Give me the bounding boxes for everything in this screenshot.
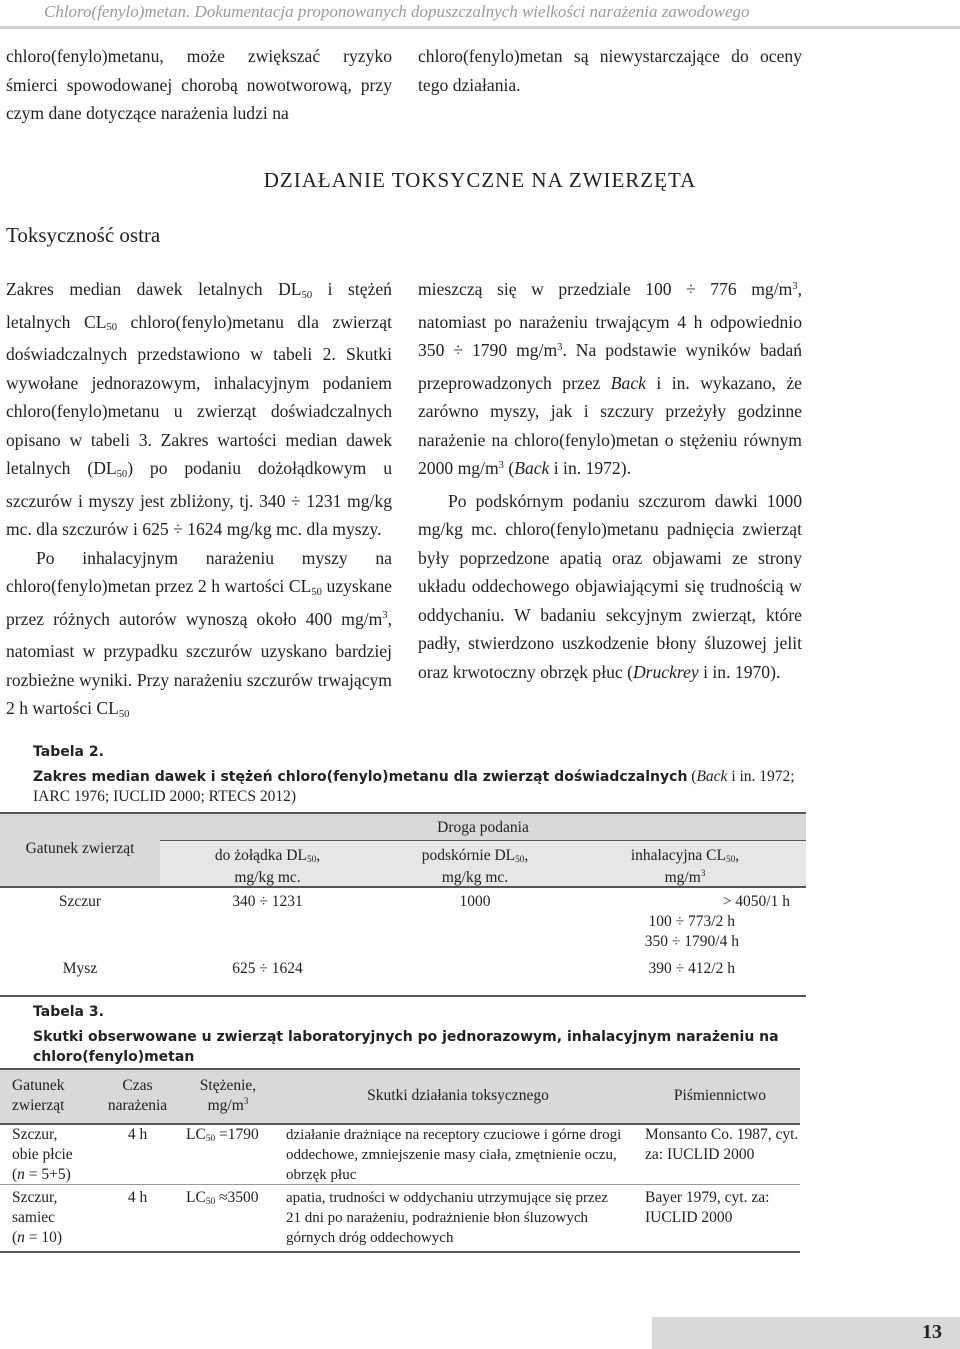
top-left-paragraph: chloro(fenylo)metanu, może zwiększać ryzyko śmierci spowodowanej chorobą nowotworową, przy czym dane dotyczące narażenia ludzi na — [6, 46, 392, 123]
body-right-column — [418, 275, 802, 686]
section-title: DZIAŁANIE TOKSYCZNE NA ZWIERZĘTA — [263, 168, 697, 192]
table2-header-species: Gatunek zwierząt — [25, 840, 135, 857]
table3-header-time: Czas narażenia — [107, 1077, 168, 1114]
table3-header-references: Piśmiennictwo — [673, 1087, 767, 1104]
table3-header-species: Gatunek zwierząt — [12, 1077, 65, 1114]
running-title: Chloro(fenylo)metan. Dokumentacja proponowanych dopuszczalnych wielkości narażenia zawodowego — [44, 2, 750, 21]
table2-header-route: Droga podania — [437, 819, 529, 836]
page-number: 13 — [922, 1321, 942, 1343]
table3-label: Tabela 3. — [33, 1004, 104, 1020]
paragraph: mieszczą się w przedziale 100 ÷ 776 $mg/m^3$, natomiast po narażeniu trwającym 4 h odpowiednio 350 ÷ 1790 $mg/m^3$. Na podstawie wyników badań przeprowadzonych przez Back i in. wykazano, że zarówno myszy, jak i szczury przeżyły godzinne narażenie na chloro(fenylo)metan o stężeniu równym 2000 $mg/m^3$ (Back i in. 1972). — [418, 279, 803, 478]
header-rule — [0, 26, 960, 29]
table3-caption: Skutki obserwowane u zwierząt laboratoryjnych po jednorazowym, inhalacyjnym narażeniu na chloro(fenylo)metan — [33, 1029, 779, 1065]
table2: Gatunek zwierząt Droga podania do żołądka $DL_{50}$, mg/kg mc. podskórnie $DL_{50}$, mg/kg mc. inhalacyjna $CL_{50}$, $mg/m^3$ Szczur 340 ÷ 1231 1000 > 4050/1 h 100 ÷ 773/2 h 350 ÷ 1790/4 h Mysz 625 ÷ 1624 390 ÷ 412/2 h — [0, 812, 806, 997]
table2-header-oral: do żołądka $DL_{50}$, mg/kg mc. — [214, 847, 321, 886]
footer-bar — [652, 1317, 960, 1349]
paragraph: Po inhalacyjnym narażeniu myszy na chloro(fenylo)metan przez 2 h wartości $CL_{50}$ uzyskane przez różnych autorów wynoszą około 400 $mg/m^3$, natomiast w przypadku szczurów uzyskano bardziej rozbieżne wyniki. Przy narażeniu szczurów trwającym 2 h wartości $CL_{50}$ — [6, 547, 392, 720]
body-left-column — [6, 275, 392, 727]
table2-header-inhalation: inhalacyjna $CL_{50}$, $mg/m^3$ — [630, 847, 740, 886]
table3: Gatunek zwierząt Czas narażenia Stężenie, $mg/m^3$ Skutki działania toksycznego Piśmiennictwo Szczur, obie płcie (n = 5+5) 4 h $LC_{50} =1790$ działanie drażniące na receptory czuciowe i górne drogi oddechowe, zmniejszenie masy ciała, zmętnienie oczu, obrzęk płuc Monsanto Co. 1987, cyt. za: IUCLID 2000 Szczur, samiec (n = 10) 4 h $LC_{50} \approx 3500$ apatia, trudności w oddychaniu utrzymujące się przez 21 dni po narażeniu, podrażnienie błon śluzowych górnych dróg oddechowych Bayer 1979, cyt. za: IUCLID 2000 — [0, 1068, 960, 1253]
paragraph: Zakres median dawek letalnych $DL_{50}$ i stężeń letalnych $CL_{50}$ chloro(fenylo)metanu dla zwierząt doświadczalnych przedstawiono w tabeli 2. Skutki wywołane jednorazowym, inhalacyjnym podaniem chloro(fenylo)metanu u zwierząt doświadczalnych opisano w tabeli 3. Zakres wartości median dawek letalnych $(DL_{50})$ po podaniu dożołądkowym u szczurów i myszy jest zbliżony, tj. 340 ÷ 1231 mg/kg mc. dla szczurów i 625 ÷ 1624 mg/kg mc. dla myszy. — [6, 279, 393, 539]
top-right-paragraph: chloro(fenylo)metan są niewystarczające do oceny tego działania. — [418, 46, 802, 95]
table3-header-effects: Skutki działania toksycznego — [367, 1087, 549, 1104]
paragraph: Po podskórnym podaniu szczurom dawki 1000 mg/kg mc. chloro(fenylo)metanu padnięcia zwierząt były poprzedzone apatią oraz objawami ze strony układu oddechowego objawiającymi się trudnością w oddychaniu. W badaniu sekcyjnym zwierząt, które padły, stwierdzono uszkodzenie błony śluzowej jelit oraz krwotoczny obrzęk płuc (Druckrey i in. 1970). — [418, 490, 802, 682]
table2-caption: Zakres median dawek i stężeń chloro(fenylo)metanu dla zwierząt doświadczalnych (Back i in. 1972; IARC 1976; IUCLID 2000; RTECS 2012) — [33, 768, 795, 805]
subheading: Toksyczność ostra — [6, 223, 161, 247]
table2-label: Tabela 2. — [33, 744, 104, 760]
table3-header-concentration: Stężenie, $mg/m^3$ — [199, 1077, 257, 1114]
running-header — [0, 0, 960, 34]
table2-header-subcutaneous: podskórnie $DL_{50}$, mg/kg mc. — [421, 847, 529, 886]
